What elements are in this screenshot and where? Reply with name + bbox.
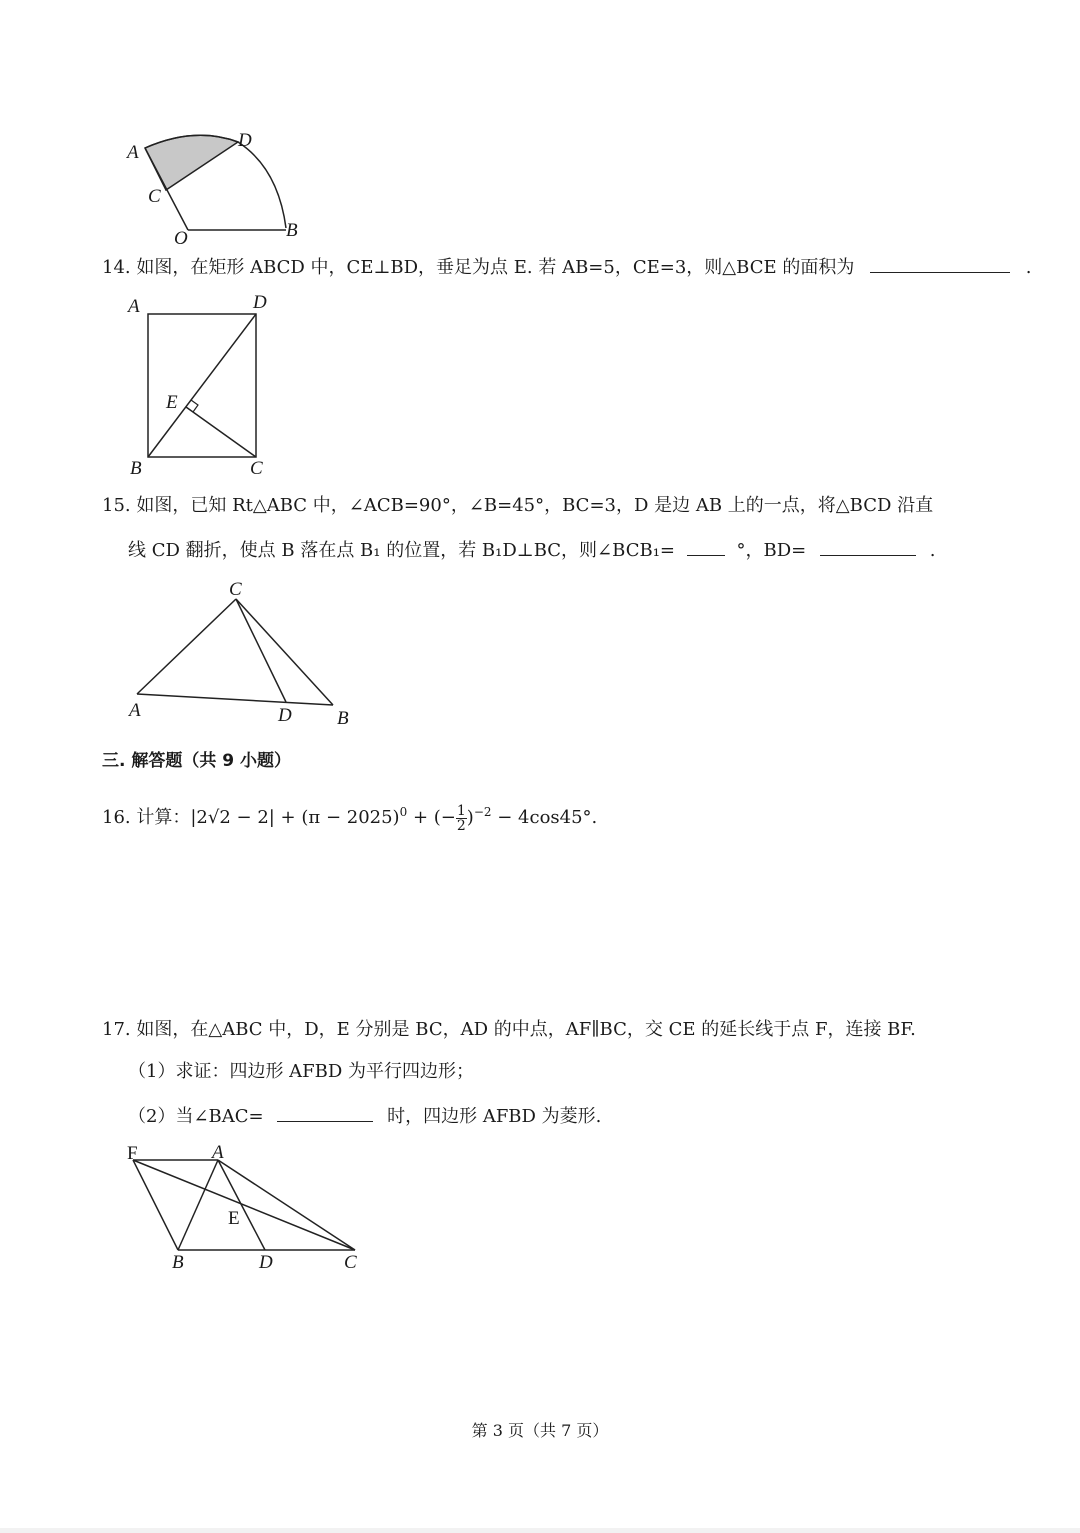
triangle-figure bbox=[120, 575, 380, 735]
q15-text-b: °，BD= bbox=[736, 540, 807, 561]
q15-text-a: 线 CD 翻折，使点 B 落在点 B₁ 的位置，若 B₁D⊥BC，则∠BCB₁= bbox=[128, 540, 676, 561]
question-17-part1: （1）求证：四边形 AFBD 为平行四边形； bbox=[128, 1061, 475, 1082]
label-d: D bbox=[259, 1252, 273, 1273]
q16-expr-d: − 4cos45°. bbox=[491, 807, 598, 828]
segment-ce bbox=[186, 407, 256, 457]
q16-prefix: 16. 计算： bbox=[102, 807, 191, 828]
label-f: F bbox=[127, 1143, 138, 1164]
label-d: D bbox=[278, 705, 292, 726]
diagonal-bd bbox=[148, 314, 256, 457]
label-b: B bbox=[130, 458, 142, 479]
q15-text-c: . bbox=[929, 540, 936, 561]
q14-text: 14. 如图，在矩形 ABCD 中，CE⊥BD，垂足为点 E. 若 AB=5，CE=3，则△BCE 的面积为 bbox=[102, 257, 855, 278]
question-14 bbox=[102, 254, 1032, 280]
label-d: D bbox=[253, 292, 267, 313]
segment-ad bbox=[218, 1160, 265, 1250]
q17-part2-a: （2）当∠BAC= bbox=[128, 1106, 264, 1127]
q15-angle-blank[interactable] bbox=[687, 537, 725, 556]
segment-cd bbox=[236, 599, 286, 702]
question-17-line1: 17. 如图，在△ABC 中，D，E 分别是 BC，AD 的中点，AF∥BC，交 CE 的延长线于点 F，连接 BF. bbox=[102, 1019, 916, 1040]
q14-end: . bbox=[1025, 257, 1032, 278]
parallelogram-figure bbox=[115, 1140, 385, 1275]
q16-fraction bbox=[456, 804, 467, 833]
q17-part2-b: 时，四边形 AFBD 为菱形. bbox=[387, 1106, 602, 1127]
q16-expr-b: + (− bbox=[407, 807, 456, 828]
side-cb bbox=[236, 599, 333, 705]
label-d: D bbox=[238, 130, 252, 151]
page-footer: 第 3 页（共 7 页） bbox=[471, 1421, 609, 1440]
segment-ac bbox=[218, 1160, 355, 1250]
q16-exp-zero: 0 bbox=[399, 805, 408, 819]
label-a: A bbox=[127, 142, 139, 163]
q16-frac-den: 2 bbox=[456, 817, 466, 834]
question-17-part2 bbox=[128, 1103, 601, 1129]
q14-answer-blank[interactable] bbox=[870, 254, 1010, 273]
label-o: O bbox=[174, 228, 188, 249]
sector-figure bbox=[100, 120, 320, 250]
bottom-edge bbox=[0, 1528, 1080, 1533]
side-ab bbox=[137, 694, 333, 705]
label-a: A bbox=[129, 700, 141, 721]
q16-exp-neg2: −2 bbox=[473, 805, 492, 819]
label-b: B bbox=[337, 708, 349, 729]
question-16 bbox=[102, 800, 597, 833]
segment-fc bbox=[133, 1160, 355, 1250]
label-c: C bbox=[148, 186, 161, 207]
segment-ab bbox=[178, 1160, 218, 1250]
section-3-title: 三. 解答题（共 9 小题） bbox=[102, 751, 292, 771]
question-15-line2 bbox=[128, 537, 935, 563]
rectangle-figure bbox=[120, 290, 290, 480]
label-b: B bbox=[172, 1252, 184, 1273]
q15-bd-blank[interactable] bbox=[820, 537, 916, 556]
q17-angle-blank[interactable] bbox=[277, 1103, 373, 1122]
q16-expr-a: |2√2 − 2| + (π − 2025) bbox=[190, 807, 400, 828]
right-angle-mark bbox=[191, 400, 198, 412]
label-e: E bbox=[166, 392, 178, 413]
label-c: C bbox=[344, 1252, 357, 1273]
label-e: E bbox=[228, 1208, 240, 1229]
segment-fb bbox=[133, 1160, 178, 1250]
shaded-region bbox=[145, 135, 238, 190]
q16-expr-c: ) bbox=[466, 807, 474, 828]
side-ca bbox=[137, 599, 236, 694]
question-15-line1: 15. 如图，已知 Rt△ABC 中，∠ACB=90°，∠B=45°，BC=3，D 是边 AB 上的一点，将△BCD 沿直 bbox=[102, 495, 934, 516]
label-a: A bbox=[128, 296, 140, 317]
label-b: B bbox=[286, 220, 298, 241]
label-c: C bbox=[250, 458, 263, 479]
label-a: A bbox=[212, 1142, 224, 1163]
label-c: C bbox=[229, 579, 242, 600]
q16-frac-num: 1 bbox=[456, 802, 466, 819]
